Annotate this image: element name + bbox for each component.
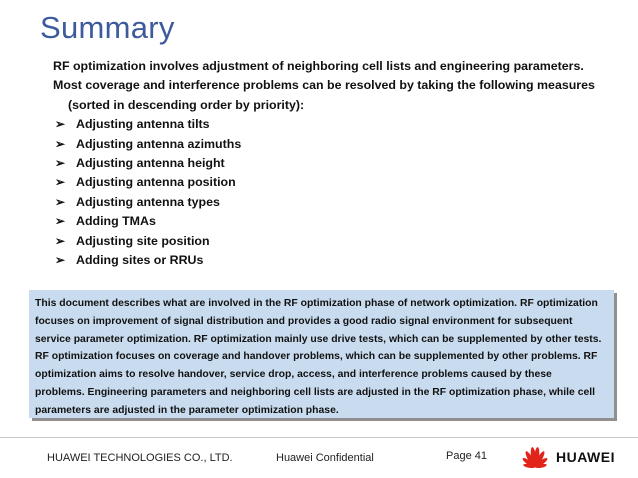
list-item — [53, 115, 623, 134]
arrow-bullet-icon: ➢ — [55, 214, 66, 229]
note-line: RF optimization focuses on coverage and handover problems, which can be supplemented by other problems. RF — [35, 351, 598, 363]
list-item — [53, 232, 623, 251]
footer-divider — [0, 437, 638, 438]
measure-text: Adjusting antenna azimuths — [76, 136, 242, 151]
measure-text: Adjusting antenna types — [76, 194, 220, 209]
note-line: problems. Engineering parameters and neighboring cell lists are adjusted in the RF optimization phase, while cell — [35, 386, 596, 398]
arrow-bullet-icon: ➢ — [55, 156, 66, 171]
arrow-bullet-icon: ➢ — [55, 117, 66, 132]
note-line: This document describes what are involved in the RF optimization phase of network optimization. RF optimization — [35, 298, 598, 309]
measures-intro-line-2: (sorted in descending order by priority): — [68, 97, 305, 112]
list-item — [53, 193, 623, 212]
note-line: optimization aims to resolve handover, service drop, access, and interference problems caused by these — [35, 369, 552, 381]
huawei-petals-icon — [520, 445, 550, 469]
measure-text: Adjusting site position — [76, 233, 210, 248]
list-item — [53, 173, 623, 192]
arrow-bullet-icon: ➢ — [55, 233, 66, 248]
intro-text: RF optimization involves adjustment of neighboring cell lists and engineering parameters. — [53, 59, 584, 73]
huawei-logo — [520, 445, 615, 469]
measure-text: Adjusting antenna position — [76, 175, 236, 190]
measure-text: Adding sites or RRUs — [76, 253, 204, 268]
measures-list — [53, 115, 623, 270]
slide-title: Summary — [40, 10, 175, 45]
huawei-logo-text: HUAWEI — [556, 449, 615, 465]
note-line: service parameter optimization. RF optimization mainly use drive tests, which can be supplemented by other tests. — [35, 333, 602, 345]
slide-body — [53, 57, 623, 270]
list-item — [53, 135, 623, 154]
arrow-bullet-icon: ➢ — [55, 175, 66, 190]
arrow-bullet-icon: ➢ — [55, 253, 66, 268]
note-line: parameters are adjusted in the parameter optimization phase. — [35, 404, 339, 416]
note-line: focuses on improvement of signal distribution and provides a good radio signal environment for subsequent — [35, 315, 573, 327]
list-item — [53, 154, 623, 173]
measure-text: Adding TMAs — [76, 214, 156, 229]
footer-confidential: Huawei Confidential — [276, 452, 374, 464]
list-item — [53, 251, 623, 270]
footer-page-number: Page 41 — [446, 450, 487, 462]
footer-company: HUAWEI TECHNOLOGIES CO., LTD. — [47, 452, 233, 464]
arrow-bullet-icon: ➢ — [55, 136, 66, 151]
arrow-bullet-icon: ➢ — [55, 194, 66, 209]
measure-text: Adjusting antenna height — [76, 156, 225, 171]
note-box — [29, 290, 614, 418]
list-item — [53, 212, 623, 231]
measure-text: Adjusting antenna tilts — [76, 117, 210, 132]
measures-intro-line-1: Most coverage and interference problems can be resolved by taking the following measures — [53, 78, 595, 93]
